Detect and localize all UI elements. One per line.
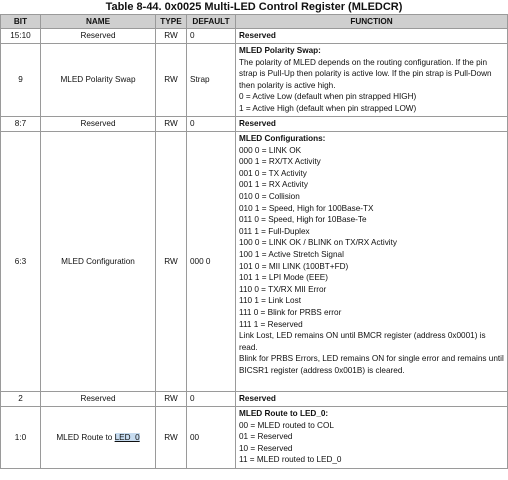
- cell-function: [236, 392, 508, 407]
- function-line: 011 1 = Full-Duplex: [239, 226, 310, 236]
- cell-name: [41, 407, 156, 469]
- cell-bit: 9: [1, 44, 41, 117]
- function-line: 1 = Active High (default when pin strapped LOW): [239, 103, 417, 113]
- table-row: [1, 407, 508, 469]
- function-line: 100 1 = Active Stretch Signal: [239, 249, 344, 259]
- table-header-row: [1, 15, 508, 29]
- function-line: 100 0 = LINK OK / BLINK on TX/RX Activity: [239, 238, 397, 248]
- name-prefix: MLED Route to: [56, 432, 115, 442]
- cell-type: RW: [156, 132, 187, 392]
- cell-type: RW: [156, 29, 187, 44]
- function-line: 00 = MLED routed to COL: [239, 420, 334, 430]
- cell-function: [236, 117, 508, 132]
- cell-bit: 6:3: [1, 132, 41, 392]
- function-line: 01 = Reserved: [239, 432, 293, 442]
- cell-function: [236, 44, 508, 117]
- col-header-function: FUNCTION: [236, 15, 508, 29]
- cell-function: [236, 29, 508, 44]
- function-title: MLED Polarity Swap:: [239, 46, 321, 55]
- function-line: 000 1 = RX/TX Activity: [239, 157, 321, 167]
- cell-function: [236, 407, 508, 469]
- function-line: 001 0 = TX Activity: [239, 168, 307, 178]
- function-title: Reserved: [239, 394, 276, 403]
- cell-name: Reserved: [41, 29, 156, 44]
- cell-name: Reserved: [41, 392, 156, 407]
- function-line: 110 0 = TX/RX MII Error: [239, 284, 327, 294]
- cell-name: Reserved: [41, 117, 156, 132]
- cell-default: 0: [187, 392, 236, 407]
- cell-bit: 8:7: [1, 117, 41, 132]
- function-title: Reserved: [239, 31, 276, 40]
- function-line: 110 1 = Link Lost: [239, 296, 301, 306]
- table-row: [1, 29, 508, 44]
- cell-bit: 15:10: [1, 29, 41, 44]
- cell-name: MLED Polarity Swap: [41, 44, 156, 117]
- function-line: Blink for PRBS Errors, LED remains ON for single error and remains until BICSR1 register (address 0x001B) is cleared.: [239, 354, 504, 375]
- table-row: [1, 132, 508, 392]
- function-line: 010 1 = Speed, High for 100Base-TX: [239, 203, 374, 213]
- cell-default: 00: [187, 407, 236, 469]
- col-header-name: NAME: [41, 15, 156, 29]
- cell-type: RW: [156, 117, 187, 132]
- function-line: 11 = MLED routed to LED_0: [239, 455, 342, 465]
- table-row: [1, 44, 508, 117]
- cell-type: RW: [156, 407, 187, 469]
- cell-bit: 1:0: [1, 407, 41, 469]
- cell-default: 0: [187, 29, 236, 44]
- function-line: Link Lost, LED remains ON until BMCR register (address 0x0001) is read.: [239, 331, 486, 352]
- col-header-type: TYPE: [156, 15, 187, 29]
- function-line: 001 1 = RX Activity: [239, 180, 308, 190]
- cell-type: RW: [156, 392, 187, 407]
- function-line: 000 0 = LINK OK: [239, 145, 302, 155]
- cell-type: RW: [156, 44, 187, 117]
- cell-default: Strap: [187, 44, 236, 117]
- function-line: 011 0 = Speed, High for 10Base-Te: [239, 215, 367, 225]
- function-line: 111 0 = Blink for PRBS error: [239, 307, 342, 317]
- function-line: 101 0 = MII LINK (100BT+FD): [239, 261, 349, 271]
- function-line: 10 = Reserved: [239, 443, 293, 453]
- register-table: [0, 14, 508, 469]
- function-title: MLED Configurations:: [239, 134, 326, 143]
- cell-default: 0: [187, 117, 236, 132]
- col-header-bit: BIT: [1, 15, 41, 29]
- cell-function: [236, 132, 508, 392]
- function-title: MLED Route to LED_0:: [239, 409, 329, 418]
- table-row: [1, 117, 508, 132]
- selected-text-highlight[interactable]: LED_0: [114, 432, 140, 442]
- function-line: 0 = Active Low (default when pin strapped HIGH): [239, 92, 417, 102]
- function-line: The polarity of MLED depends on the routing configuration. If the pin strap is Pull-Up then polarity is active low. If the pin strap is Pull-Down then polarity is active high.: [239, 57, 492, 90]
- function-line: 010 0 = Collision: [239, 191, 300, 201]
- cell-bit: 2: [1, 392, 41, 407]
- cell-name: MLED Configuration: [41, 132, 156, 392]
- col-header-default: DEFAULT: [187, 15, 236, 29]
- table-caption: Table 8-44. 0x0025 Multi-LED Control Register (MLEDCR): [105, 1, 403, 13]
- cell-default: 000 0: [187, 132, 236, 392]
- function-line: 111 1 = Reserved: [239, 319, 303, 329]
- function-line: 101 1 = LPI Mode (EEE): [239, 273, 328, 283]
- table-row: [1, 392, 508, 407]
- function-title: Reserved: [239, 119, 276, 128]
